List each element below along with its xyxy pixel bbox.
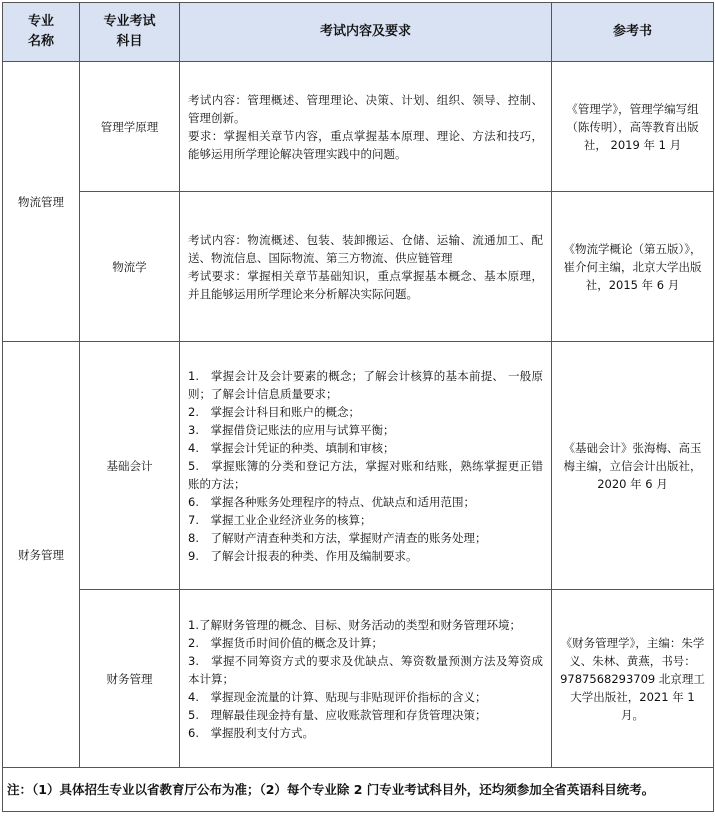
content-financial-management	[180, 590, 552, 768]
table-row	[3, 192, 714, 342]
content-logistics	[180, 192, 552, 342]
content-line: 5. 理解最佳现金持有量、应收账款管理和存货管理决策；	[188, 707, 487, 722]
major-logistics: 物流管理	[3, 62, 80, 342]
content-line: 考试要求：掌握相关章节基础知识，重点掌握基本概念、基本原理，并且能够运用所学理论来分析解决实际问题。	[188, 268, 543, 301]
header-subject: 专业考试 科目	[80, 3, 180, 62]
book-financial-management: 《财务管理学》，主编：朱学义、朱林、黄燕，书号：9787568293709 北京理工大学出版社，2021 年 1 月。	[552, 590, 714, 768]
header-major: 专业 名称	[3, 3, 80, 62]
table-row	[3, 590, 714, 768]
content-line: 3. 掌握借贷记账法的应用与试算平衡；	[188, 422, 395, 437]
content-line: 4. 掌握现金流量的计算、贴现与非贴现评价指标的含义；	[188, 689, 487, 704]
footnote: 注：（1）具体招生专业以省教育厅公布为准；（2）每个专业除 2 门专业考试科目外，还均须参加全省英语科目统考。	[3, 768, 714, 812]
content-line: 考试内容：物流概述、包装、装卸搬运、仓储、运输、流通加工、配送、物流信息、国际物流、第三方物流、供应链管理	[188, 232, 543, 265]
content-line: 要求：掌握相关章节内容，重点掌握基本原理、理论、方法和技巧，能够运用所学理论解决管理实践中的问题。	[188, 128, 543, 161]
content-line: 1. 掌握会计及会计要素的概念；了解会计核算的基本前提、 一般原则；了解会计信息质量要求；	[188, 368, 543, 401]
major-finance: 财务管理	[3, 342, 80, 768]
subject-management-principles: 管理学原理	[80, 62, 180, 192]
content-management-principles	[180, 62, 552, 192]
book-management-principles: 《管理学》，管理学编写组（陈传明），高等教育出版社， 2019 年 1 月	[552, 62, 714, 192]
book-logistics: 《物流学概论（第五版）》，崔介何主编，北京大学出版社，2015 年 6 月	[552, 192, 714, 342]
table-row	[3, 342, 714, 590]
content-line: 7. 掌握工业企业经济业务的核算；	[188, 512, 372, 527]
syllabus-table	[2, 2, 714, 812]
note-row	[3, 768, 714, 812]
header-content: 考试内容及要求	[180, 3, 552, 62]
content-line: 9. 了解会计报表的种类、作用及编制要求。	[188, 548, 418, 563]
content-line: 3. 掌握不同筹资方式的要求及优缺点、筹资数量预测方法及筹资成本计算；	[188, 653, 543, 686]
book-basic-accounting: 《基础会计》张海梅、高玉梅主编，立信会计出版社，2020 年 6 月	[552, 342, 714, 590]
header-row	[3, 3, 714, 62]
content-line: 6. 掌握股利支付方式。	[188, 725, 314, 740]
subject-basic-accounting: 基础会计	[80, 342, 180, 590]
content-basic-accounting	[180, 342, 552, 590]
content-line: 8. 了解财产清查种类和方法，掌握财产清查的账务处理；	[188, 530, 487, 545]
content-line: 6. 掌握各种账务处理程序的特点、优缺点和适用范围；	[188, 494, 475, 509]
content-line: 1.了解财务管理的概念、目标、财务活动的类型和财务管理环境；	[188, 617, 521, 632]
content-line: 考试内容：管理概述、管理理论、决策、计划、组织、领导、控制、管理创新。	[188, 92, 543, 125]
subject-financial-management: 财务管理	[80, 590, 180, 768]
header-books: 参考书	[552, 3, 714, 62]
table-row	[3, 62, 714, 192]
subject-logistics: 物流学	[80, 192, 180, 342]
content-line: 5. 掌握账簿的分类和登记方法，掌握对账和结账，熟练掌握更正错账的方法；	[188, 458, 543, 491]
content-line: 2. 掌握会计科目和账户的概念；	[188, 404, 360, 419]
content-line: 4. 掌握会计凭证的种类、填制和审核；	[188, 440, 395, 455]
content-line: 2. 掌握货币时间价值的概念及计算；	[188, 635, 383, 650]
